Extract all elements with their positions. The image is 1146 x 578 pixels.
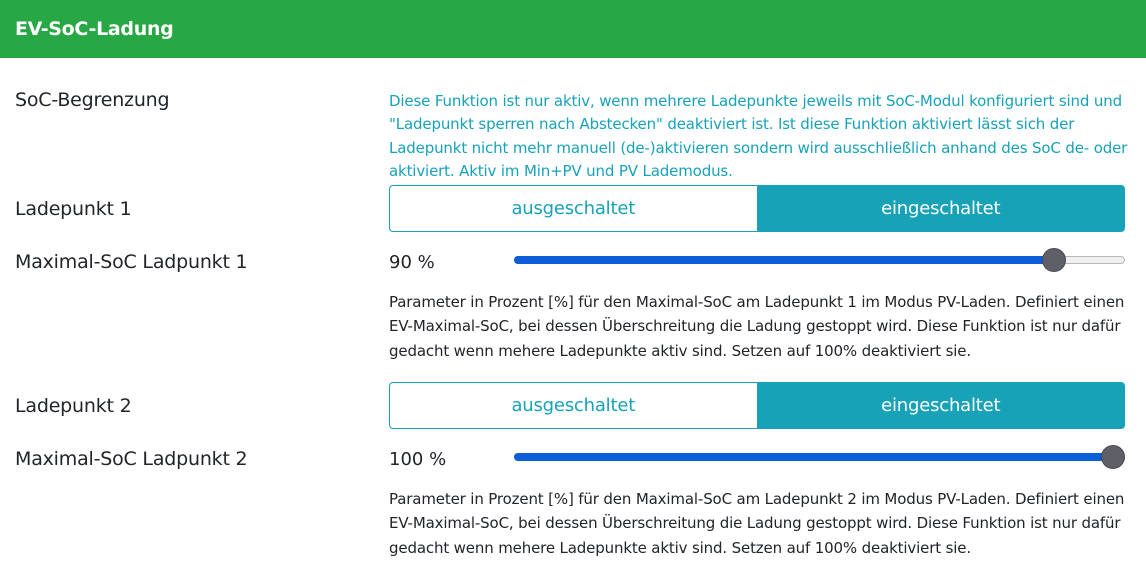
- chargepoint-1-toggle: [389, 185, 1125, 232]
- max-soc-2-description: Parameter in Prozent [%] für den Maximal-SoC am Ladepunkt 2 im Modus PV-Laden. Definiert einen EV-Maximal-SoC, bei dessen Überschreitung die Ladung gestoppt wird. Diese Funktion ist nur dafür gedacht wenn mehere Ladepunkte aktiv sind. Setzen auf 100% deaktiviert sie.: [389, 490, 1125, 557]
- max-soc-1-label: Maximal-SoC Ladpunkt 1: [15, 251, 248, 273]
- chargepoint-2-toggle: [389, 382, 1125, 429]
- slider-thumb[interactable]: [1042, 248, 1066, 272]
- chargepoint-2-on-button[interactable]: eingeschaltet: [757, 382, 1126, 429]
- max-soc-1-description: Parameter in Prozent [%] für den Maximal-SoC am Ladepunkt 1 im Modus PV-Laden. Definiert einen EV-Maximal-SoC, bei dessen Überschreitung die Ladung gestoppt wird. Diese Funktion ist nur dafür gedacht wenn mehere Ladepunkte aktiv sind. Setzen auf 100% deaktiviert sie.: [389, 293, 1125, 360]
- max-soc-2-value: 100 %: [389, 449, 447, 470]
- max-soc-2-label: Maximal-SoC Ladpunkt 2: [15, 448, 248, 470]
- slider-fill: [514, 453, 1113, 461]
- chargepoint-2-label: Ladepunkt 2: [15, 395, 132, 417]
- chargepoint-1-on-button[interactable]: eingeschaltet: [757, 185, 1126, 232]
- soc-limit-info-text: Diese Funktion ist nur aktiv, wenn mehrere Ladepunkte jeweils mit SoC-Modul konfiguriert sind und "Ladepunkt sperren nach Abstecken" deaktiviert ist. Ist diese Funktion aktiviert lässt sich der Ladepunkt nicht mehr manuell (de-)aktivieren sondern wird ausschließlich anhand des SoC de- oder aktiviert. Aktiv im Min+PV und PV Lademodus.: [389, 92, 1128, 180]
- chargepoint-1-label: Ladepunkt 1: [15, 198, 132, 220]
- chargepoint-2-off-button[interactable]: ausgeschaltet: [389, 382, 757, 429]
- max-soc-1-value: 90 %: [389, 252, 435, 273]
- card-title: EV-SoC-Ladung: [15, 18, 174, 40]
- max-soc-1-slider[interactable]: [514, 248, 1125, 272]
- max-soc-2-slider[interactable]: [514, 445, 1125, 469]
- chargepoint-1-off-button[interactable]: ausgeschaltet: [389, 185, 757, 232]
- card-header: [0, 0, 1146, 58]
- slider-fill: [514, 256, 1054, 264]
- slider-thumb[interactable]: [1101, 445, 1125, 469]
- soc-limit-label: SoC-Begrenzung: [15, 89, 170, 111]
